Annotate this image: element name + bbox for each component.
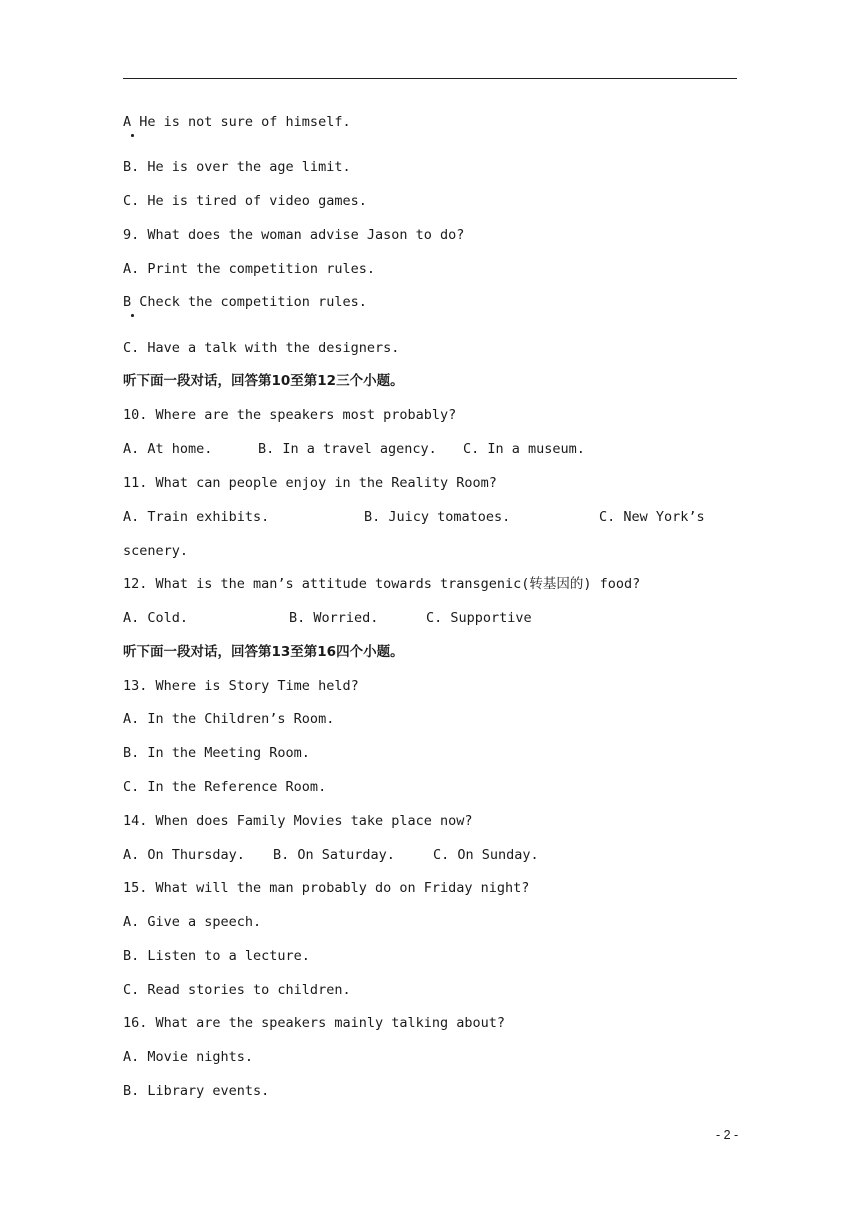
q15-option-c: C. Read stories to children.	[123, 982, 351, 998]
q8-option-b: B. He is over the age limit.	[123, 159, 351, 175]
q9-question: 9. What does the woman advise Jason to do?	[123, 227, 465, 243]
q10-question: 10. Where are the speakers most probably?	[123, 407, 457, 423]
q13-question: 13. Where is Story Time held?	[123, 678, 359, 694]
q15-question: 15. What will the man probably do on Friday night?	[123, 880, 530, 896]
q14-question: 14. When does Family Movies take place now?	[123, 813, 473, 829]
q16-option-a: A. Movie nights.	[123, 1049, 254, 1065]
q11-option-a: A. Train exhibits.	[123, 509, 270, 525]
q12-option-c: C. Supportive	[426, 610, 532, 626]
q10-option-c: C. In a museum.	[463, 441, 585, 457]
q13-option-c: C. In the Reference Room.	[123, 779, 327, 795]
q9-option-c: C. Have a talk with the designers.	[123, 340, 400, 356]
q12-option-a: A. Cold.	[123, 610, 189, 626]
dot-mark	[131, 134, 134, 137]
q16-option-b: B. Library events.	[123, 1083, 270, 1099]
section-heading-13-16: 听下面一段对话，回答第13至第16四个小题。	[123, 644, 404, 660]
q8-option-a: A He is not sure of himself.	[123, 114, 351, 130]
q15-option-a: A. Give a speech.	[123, 914, 262, 930]
q16-question: 16. What are the speakers mainly talking about?	[123, 1015, 506, 1031]
header-rule	[123, 78, 737, 79]
q8-option-c: C. He is tired of video games.	[123, 193, 367, 209]
page-number: - 2 -	[716, 1128, 739, 1142]
q13-option-b: B. In the Meeting Room.	[123, 745, 310, 761]
q14-option-a: A. On Thursday.	[123, 847, 245, 863]
q10-option-a: A. At home.	[123, 441, 213, 457]
q12-option-b: B. Worried.	[289, 610, 379, 626]
q9-option-a: A. Print the competition rules.	[123, 261, 375, 277]
q10-option-b: B. In a travel agency.	[258, 441, 437, 457]
q11-option-c: C. New York’s	[599, 509, 705, 525]
q12-question: 12. What is the man’s attitude towards transgenic(转基因的) food?	[123, 576, 641, 592]
q15-option-b: B. Listen to a lecture.	[123, 948, 310, 964]
q11-option-b: B. Juicy tomatoes.	[364, 509, 511, 525]
q11-question: 11. What can people enjoy in the Reality Room?	[123, 475, 497, 491]
section-heading-10-12: 听下面一段对话，回答第10至第12三个小题。	[123, 373, 404, 389]
q14-option-c: C. On Sunday.	[433, 847, 539, 863]
dot-mark	[131, 314, 134, 317]
q13-option-a: A. In the Children’s Room.	[123, 711, 335, 727]
q11-option-c-cont: scenery.	[123, 543, 189, 559]
q14-option-b: B. On Saturday.	[273, 847, 395, 863]
q9-option-b: B Check the competition rules.	[123, 294, 367, 310]
